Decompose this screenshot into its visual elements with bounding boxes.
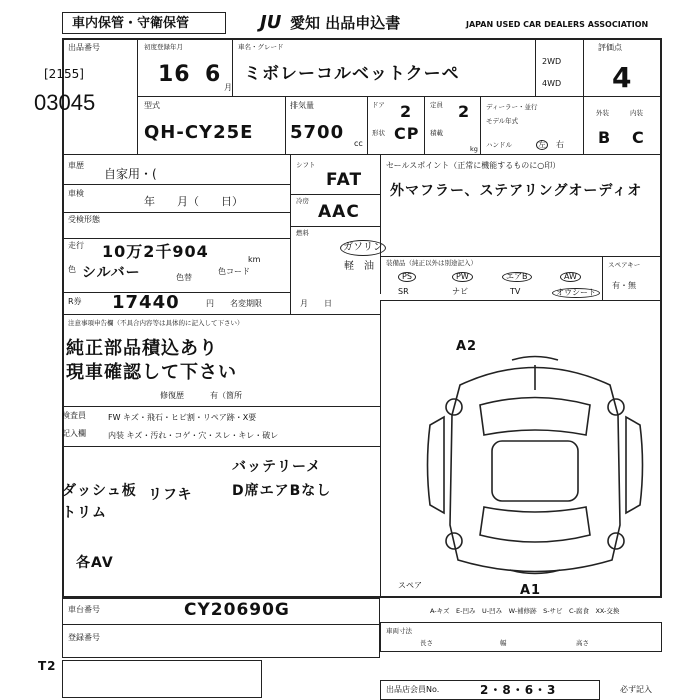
diagram-bottom-mark: A1 [520,583,542,598]
equip-airbag: エアB [502,272,532,282]
size-label: 車両寸法 [386,627,412,635]
registration-month: 6 [205,62,222,87]
shift-line [290,194,380,195]
dash-value: リフキ [148,487,193,503]
inspection-bottom [62,446,380,447]
interior-grade: C [632,128,645,147]
form-title: 愛知 出品申込書 [290,14,401,32]
displacement-label: 排気量 [290,101,314,110]
doors-value: 2 [400,102,413,121]
stamp-label: 必ず記入 [620,685,652,694]
row2-div3 [424,96,425,154]
fuel-value1: ガソリン [340,240,386,256]
receipt-label: 受検形態 [68,215,100,224]
model-label: 車名・グレード [238,43,284,51]
corner-mark: T2 [38,659,57,673]
body-label: 形状 [372,129,385,137]
equip-ps: PS [398,272,416,282]
footer-bottom-grid [62,660,262,698]
body-value: CP [394,124,420,143]
load-label: 積載 [430,129,443,137]
notes-top [62,314,380,315]
storage-label: 車内保管・守衛保管 [72,16,190,31]
bracket-number: [2155] [44,67,84,81]
length-label: 長さ [420,639,433,647]
registration-label: 初度登録年月 [144,43,183,51]
inspection-top [62,406,380,407]
shift-value: FAT [326,170,363,190]
ac-label: 冷房 [296,197,309,205]
chassis-label: 車台番号 [68,605,100,614]
registration-year: 16 [158,62,191,87]
score-divider [583,38,584,154]
spare-key-div [602,256,603,300]
recycle-value: 17440 [112,292,180,313]
mileage-value: 10万2千904 [102,242,209,261]
drive-2wd: 2WD [542,57,562,66]
row2-div4 [480,96,481,154]
lot-label: 出品番号 [68,43,100,52]
usage-value: 自家用・( [104,167,157,181]
ac-value: AAC [318,202,360,222]
displacement-unit: cc [354,139,363,148]
equip-tv: TV [510,287,521,296]
fuel-label: 燃料 [296,229,309,237]
selling-label: セールスポイント（正常に機能するものに○印） [386,161,561,170]
equip-navi: ナビ [452,287,468,296]
size-frame [380,622,662,652]
notes-label: 注意事項申告欄（不具合内容等は具体的に記入して下さい） [68,319,244,327]
type-value: QH-CY25E [144,122,254,143]
color-value: シルバー [82,265,141,281]
repair-value: 有（箇所 [210,391,242,400]
exterior-grade: B [598,128,612,147]
recycle-unit: 円 [206,299,214,308]
inspection-value: 年 月（ 日） [144,195,243,208]
sec3-div2 [380,154,381,294]
displacement-value: 5700 [290,122,345,143]
equip-sr: SR [398,287,409,296]
inspector-label: 検査員 [62,411,86,420]
row1-div1 [232,38,233,96]
model-value: ミボレーコルベットクーペ [244,64,460,84]
sec3-bottom [380,300,662,301]
ac-line [290,226,380,227]
handle-left: 左 [538,140,546,149]
repair-label: 修復歴 [160,391,184,400]
width-label: 幅 [500,639,507,647]
dealer-value: 2・8・6・3 [480,683,557,697]
battery-note: バッテリーメ [232,459,322,475]
airbag-note: D席エアBなし [232,483,332,499]
inspection-label: 車検 [68,189,84,198]
sec3-div [290,154,291,314]
shift-label: シフト [296,161,316,169]
spare-label: スペア [398,581,422,590]
row2-div1 [285,96,286,154]
equip-top [380,256,662,257]
chassis-value: CY20690G [184,600,290,620]
footer-mid [62,624,380,625]
fw-row: FW キズ・飛石・ヒビ割・リペア跡・X要 [108,413,257,422]
spare-key-label: スペアキー [608,261,641,269]
av-note: 各AV [76,555,114,571]
name-change-value: 月 日 [300,299,332,308]
capacity-label: 定員 [430,101,443,109]
row2-div2 [367,96,368,154]
interior-row: 内装 キズ・汚れ・コゲ・穴・スレ・キレ・破レ [108,431,279,440]
handle-right: 右 [556,140,564,149]
load-unit: kg [470,145,478,153]
color-no-label: 色替 [176,273,192,282]
selling-text: 外マフラー、ステアリングオーディオ [390,183,643,199]
dash-note: ダッシュ板 [62,483,137,499]
row2-bottom [62,154,662,155]
dealer-label: 出品店会員No. [386,685,440,694]
name-change-label: 名変期限 [230,299,262,308]
exterior-label: 外装 [596,109,609,117]
car-diagram [420,345,650,585]
notes-line2: 現車確認して下さい [66,362,237,383]
dealer-label: ディーラー・並行 [486,103,538,111]
mileage-label: 走行 [68,241,84,250]
model-year-label: モデル年式 [486,117,519,125]
equip-pw: PW [452,272,473,282]
association-name: JAPAN USED CAR DEALERS ASSOCIATION [466,20,649,29]
month-suffix: 月 [224,83,232,92]
equip-label: 装備品（純正以外は別途記入） [386,259,477,267]
remarks-label: 記入欄 [62,429,86,438]
color-label: 色 [68,265,76,274]
sec3-line3 [62,238,290,239]
drive-4wd: 4WD [542,79,562,88]
row1-div2 [535,38,536,96]
lot-number: 03045 [34,90,96,115]
mileage-unit: km [248,255,261,264]
height-label: 高さ [576,639,589,647]
score-value: 4 [612,61,633,94]
sec3-line1 [62,184,290,185]
color-code-label: 色コード [218,267,250,276]
score-label: 評価点 [598,43,622,52]
registration-no-label: 登録番号 [68,633,100,642]
usage-label: 車歴 [68,161,84,170]
diagram-top-mark: A2 [456,339,478,354]
type-label: 型式 [144,101,160,110]
doors-label: ドア [372,101,385,109]
notes-div [380,300,381,598]
notes-line1: 純正部品積込あり [66,338,218,359]
equip-aw: AW [560,272,581,282]
damage-legend: A-キズ E-凹み U-凹み W-補修跡 S-サビ C-腐食 XX-交換 [430,607,620,615]
sec3-line2 [62,212,290,213]
fuel-value2: 軽 油 [344,261,374,272]
handle-label: ハンドル [486,141,512,149]
interior-label: 内装 [630,109,643,117]
capacity-value: 2 [458,102,471,121]
equip-seat: オウシート [552,288,600,298]
trim-note: トリム [62,505,107,521]
recycle-label: R券 [68,297,82,306]
spare-key-value: 有・無 [612,281,636,290]
ju-logo: JU [260,12,282,33]
